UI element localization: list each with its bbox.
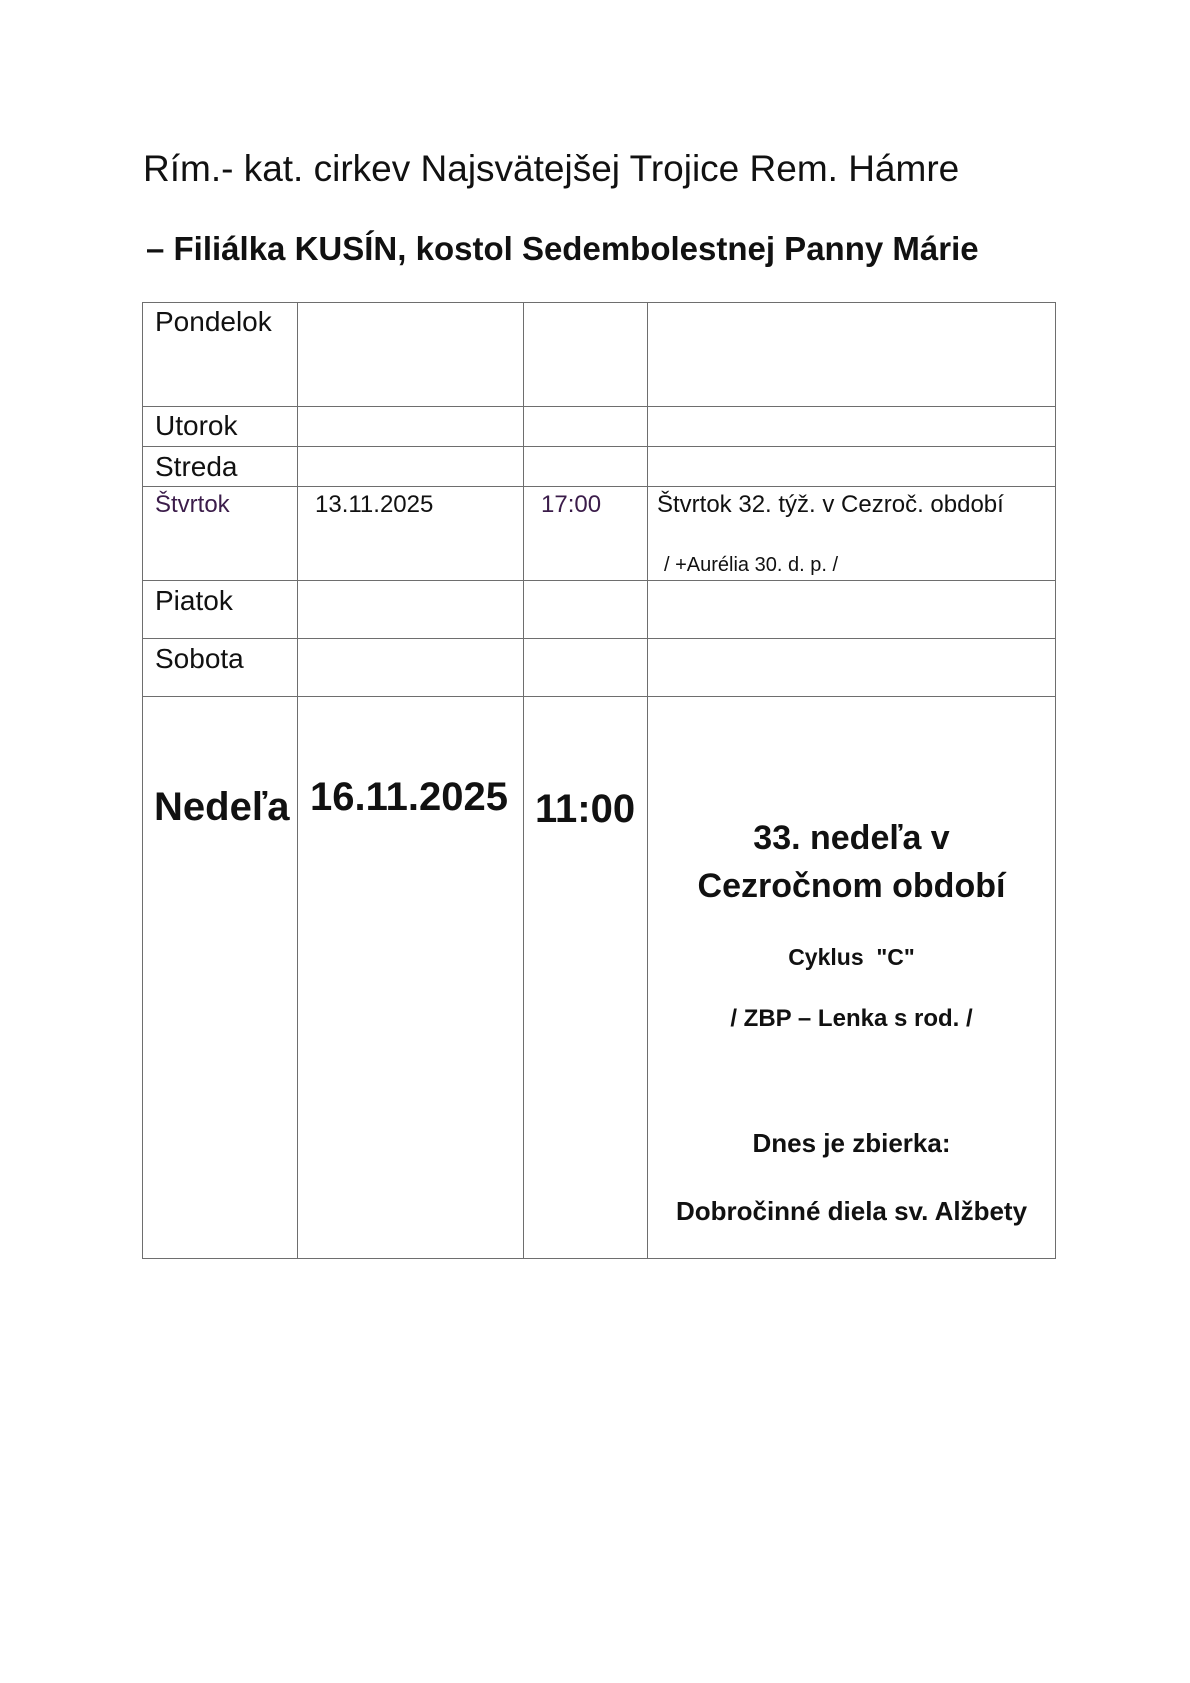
sunday-title-line-1: 33. nedeľa v	[753, 819, 950, 857]
thursday-note: Štvrtok 32. týž. v Cezroč. období	[657, 491, 1004, 518]
day-saturday: Sobota	[155, 643, 244, 674]
day-wednesday: Streda	[155, 451, 238, 482]
day-monday: Pondelok	[155, 306, 272, 337]
day-sunday: Nedeľa	[154, 785, 290, 829]
sunday-time: 11:00	[535, 787, 636, 831]
day-tuesday: Utorok	[155, 410, 238, 441]
day-thursday: Štvrtok	[155, 491, 230, 518]
table-border-bottom	[142, 1258, 1056, 1259]
sunday-date: 16.11.2025	[310, 775, 508, 819]
row-divider	[142, 638, 1056, 639]
page-subtitle: – Filiálka KUSÍN, kostol Sedembolestnej Panny Márie	[146, 230, 979, 267]
collection-label: Dnes je zbierka:	[752, 1128, 951, 1158]
row-divider	[142, 446, 1056, 447]
page-title: Rím.- kat. cirkev Najsvätejšej Trojice Rem. Hámre	[143, 148, 960, 189]
sunday-title-line-2: Cezročnom období	[697, 867, 1006, 905]
row-divider	[142, 406, 1056, 407]
thursday-intention: / +Aurélia 30. d. p. /	[664, 554, 838, 576]
day-friday: Piatok	[155, 585, 233, 616]
thursday-date: 13.11.2025	[315, 491, 434, 518]
thursday-time: 17:00	[541, 491, 602, 518]
sunday-cycle: Cyklus "C"	[788, 944, 915, 970]
sunday-intention: / ZBP – Lenka s rod. /	[730, 1005, 973, 1032]
row-divider	[142, 696, 1056, 697]
row-divider	[142, 486, 1056, 487]
table-border-top	[142, 302, 1056, 303]
schedule-table	[142, 302, 1056, 1259]
row-divider	[142, 580, 1056, 581]
collection-name: Dobročinné diela sv. Alžbety	[675, 1196, 1028, 1226]
